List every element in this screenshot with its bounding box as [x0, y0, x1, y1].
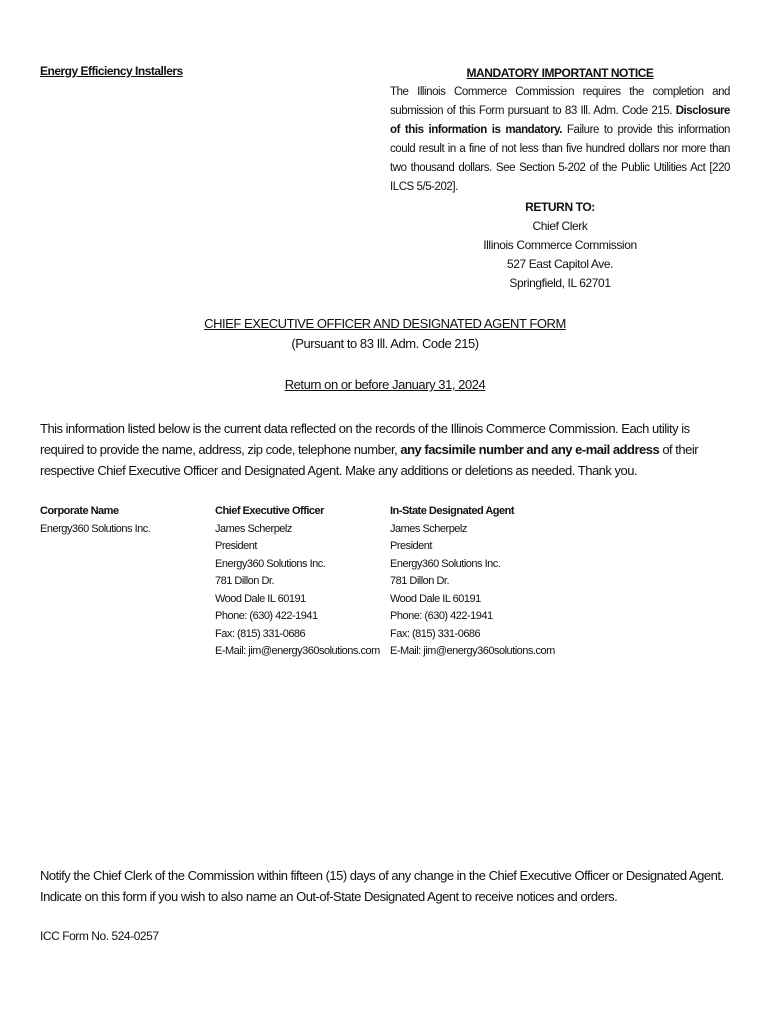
agent-line: Energy360 Solutions Inc. [390, 557, 501, 570]
footer-notes [40, 865, 740, 907]
return-line: Chief Clerk [532, 219, 588, 233]
footer-note: Indicate on this form if you wish to also name an Out-of-State Designated Agent to receive notices and orders. [40, 889, 618, 904]
agent-line: President [390, 540, 432, 552]
ceo-column [215, 503, 385, 661]
form-title: CHIEF EXECUTIVE OFFICER AND DESIGNATED AGENT FORM [204, 316, 566, 331]
form-heading [0, 314, 770, 354]
notice-text-1: The Illinois Commerce Commission requires the completion and submission of this Form pursuant to 83 Ill. Adm. Code 215. [390, 86, 730, 117]
ceo-line: Fax: (815) 331-0686 [215, 627, 306, 640]
return-line: Illinois Commerce Commission [483, 238, 637, 252]
ceo-line: 781 Dillon Dr. [215, 575, 275, 587]
intro-paragraph [40, 418, 730, 481]
notice-paragraph [390, 83, 730, 197]
ceo-header: Chief Executive Officer [215, 505, 324, 517]
notice-title: MANDATORY IMPORTANT NOTICE [466, 66, 654, 80]
agent-line: James Scherpelz [390, 522, 467, 535]
form-number: ICC Form No. 524-0257 [40, 929, 159, 943]
ceo-line: E-Mail: jim@energy360solutions.com [215, 645, 380, 657]
ceo-line: President [215, 540, 257, 552]
return-address [390, 198, 730, 293]
mandatory-notice [390, 64, 730, 197]
corporate-header: Corporate Name [40, 505, 119, 517]
ceo-line: Energy360 Solutions Inc. [215, 557, 326, 570]
agent-column [390, 503, 590, 661]
agent-header: In-State Designated Agent [390, 505, 514, 517]
agent-line: Fax: (815) 331-0686 [390, 627, 481, 640]
notice-text-2: Failure to provide this information could result in a fine of not less than five hundred dollars nor more than two thousand dollars. See Section 5-202 of the Public Utilities Act [220 ILCS 5/5-202]. [390, 124, 730, 193]
agent-line: Wood Dale IL 60191 [390, 592, 481, 605]
return-line: 527 East Capitol Ave. [506, 257, 614, 271]
ceo-line: Wood Dale IL 60191 [215, 592, 306, 605]
deadline-text: Return on or before January 31, 2024 [284, 377, 486, 392]
ceo-line: Phone: (630) 422-1941 [215, 610, 318, 622]
category-label: Energy Efficiency Installers [40, 64, 183, 78]
form-subtitle: (Pursuant to 83 Ill. Adm. Code 215) [291, 336, 479, 351]
ceo-line: James Scherpelz [215, 522, 292, 535]
footer-note: Notify the Chief Clerk of the Commission within fifteen (15) days of any change in the Chief Executive Officer or Designated Agent. [40, 868, 724, 883]
notice-bold-text: Disclosure of this information is mandatory. [390, 105, 730, 136]
agent-line: 781 Dillon Dr. [390, 575, 450, 587]
agent-line: Phone: (630) 422-1941 [390, 610, 493, 622]
return-line: Springfield, IL 62701 [509, 276, 611, 290]
intro-text-2: of their respective Chief Executive Officer and Designated Agent. Make any additions or deletions as needed. Thank you. [40, 442, 699, 478]
agent-line: E-Mail: jim@energy360solutions.com [390, 645, 555, 657]
corporate-column [40, 503, 210, 538]
intro-text-1: This information listed below is the current data reflected on the records of the Illinois Commerce Commission. Each utility is required to provide the name, address, zip code, telephone number, [40, 421, 690, 457]
return-label: RETURN TO: [525, 200, 595, 214]
corporate-name: Energy360 Solutions Inc. [40, 522, 151, 535]
intro-bold-text: any facsimile number and any e-mail address [400, 442, 660, 457]
